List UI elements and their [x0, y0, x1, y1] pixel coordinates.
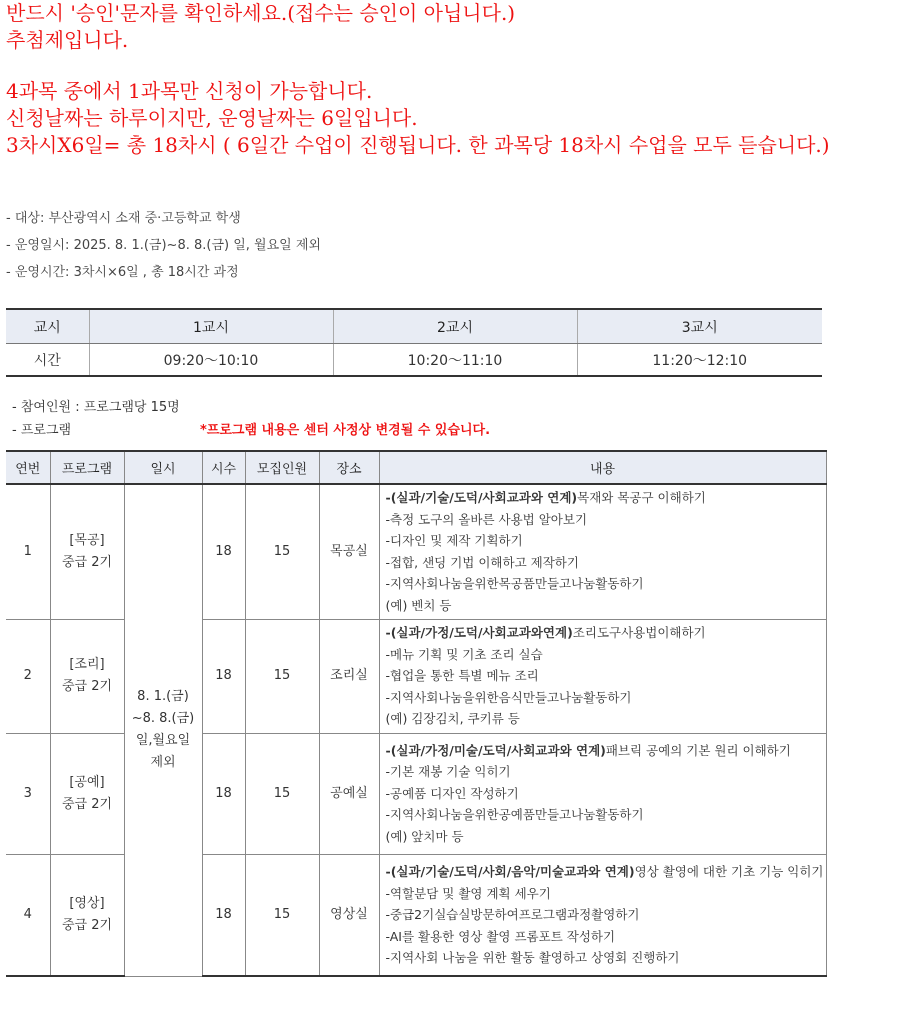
program-label: - 프로그램: [12, 423, 72, 438]
notice-line: 추첨제입니다.: [6, 28, 129, 52]
notice-line: 4과목 중에서 1과목만 신청이 가능합니다.: [6, 79, 373, 103]
notice-line: 3차시X6일= 총 18차시 ( 6일간 수업이 진행됩니다. 한 과목당 18차시 수업을 모두 듣습니다.): [6, 133, 830, 157]
program-hours: 18: [202, 619, 245, 733]
program-header: 일시: [124, 451, 202, 484]
program-header: 시수: [202, 451, 245, 484]
period-header: 교시: [6, 309, 89, 344]
program-place: 영상실: [319, 854, 379, 976]
period-cell: 11:20～12:10: [577, 344, 822, 377]
period-header: 1교시: [89, 309, 333, 344]
period-cell: 10:20～11:10: [333, 344, 577, 377]
program-header: 장소: [319, 451, 379, 484]
period-header: 3교시: [577, 309, 822, 344]
program-place: 공예실: [319, 733, 379, 854]
row-number: 1: [6, 484, 50, 619]
notice-line: 반드시 '승인'문자를 확인하세요.(접수는 승인이 아닙니다.): [6, 1, 516, 25]
program-place: 목공실: [319, 484, 379, 619]
program-header: 모집인원: [245, 451, 319, 484]
period-cell: 시간: [6, 344, 89, 377]
program-capacity: 15: [245, 484, 319, 619]
period-table: [6, 308, 822, 377]
program-hours: 18: [202, 484, 245, 619]
program-header: 내용: [379, 451, 826, 484]
program-content: -(실과/기술/도덕/사회/음악/미술교과와 연계)영상 촬영에 대한 기초 기능 익히기 -역할분담 및 촬영 계획 세우기 -중급2기실습실방문하여프로그램과정촬영하기 -AI를 활용한 영상 촬영 프롬포트 작성하기 -지역사회 나눔을 위한 활동 촬영하고 상영회 진행하기: [379, 854, 826, 976]
row-number: 2: [6, 619, 50, 733]
program-name: [조리] 중급 2기: [50, 619, 124, 733]
row-number: 4: [6, 854, 50, 976]
program-capacity: 15: [245, 854, 319, 976]
program-header: 연번: [6, 451, 50, 484]
program-hours: 18: [202, 854, 245, 976]
notice-block: [6, 0, 830, 159]
period-time-row: [6, 344, 822, 377]
program-name: [목공] 중급 2기: [50, 484, 124, 619]
program-name: [공예] 중급 2기: [50, 733, 124, 854]
info-list: [6, 205, 321, 286]
period-cell: 09:20～10:10: [89, 344, 333, 377]
program-content: -(실과/가정/도덕/사회교과와연계)조리도구사용법이해하기 -메뉴 기획 및 기초 조리 실습 -협업을 통한 특별 메뉴 조리 -지역사회나눔을위한음식만들고나눔활동하기 (예) 김장김치, 쿠키류 등: [379, 619, 826, 733]
row-number: 3: [6, 733, 50, 854]
program-hours: 18: [202, 733, 245, 854]
program-header: 프로그램: [50, 451, 124, 484]
program-capacity: 15: [245, 733, 319, 854]
program-place: 조리실: [319, 619, 379, 733]
program-content: -(실과/기술/도덕/사회교과와 연계)목재와 목공구 이해하기 -측정 도구의 올바른 사용법 알아보기 -디자인 및 제작 기획하기 -접합, 샌딩 기법 이해하고 제작하기 -지역사회나눔을위한목공품만들고나눔활동하기 (예) 벤치 등: [379, 484, 826, 619]
program-capacity: 15: [245, 619, 319, 733]
period-header-row: [6, 309, 822, 344]
program-table: [6, 450, 827, 977]
table-row: [6, 484, 826, 619]
info-hours: - 운영시간: 3차시×6일 , 총 18시간 과정: [6, 265, 239, 280]
participants-text: - 참여인원 : 프로그램당 15명: [12, 400, 180, 415]
program-name: [영상] 중급 2기: [50, 854, 124, 976]
notice-line: 신청날짜는 하루이지만, 운영날짜는 6일입니다.: [6, 106, 418, 130]
period-header: 2교시: [333, 309, 577, 344]
info-target: - 대상: 부산광역시 소재 중·고등학교 학생: [6, 211, 241, 226]
program-dates: 8. 1.(금) ~8. 8.(금) 일,월요일 제외: [124, 484, 202, 976]
program-change-notice: *프로그램 내용은 센터 사정상 변경될 수 있습니다.: [200, 423, 491, 438]
program-meta: [12, 398, 491, 444]
info-dates: - 운영일시: 2025. 8. 1.(금)~8. 8.(금) 일, 월요일 제외: [6, 238, 321, 253]
program-header-row: [6, 451, 826, 484]
program-content: -(실과/가정/미술/도덕/사회교과와 연계)패브릭 공예의 기본 원리 이해하기 -기본 재봉 기술 익히기 -공예품 디자인 작성하기 -지역사회나눔을위한공예품만들고나눔활동하기 (예) 앞치마 등: [379, 733, 826, 854]
